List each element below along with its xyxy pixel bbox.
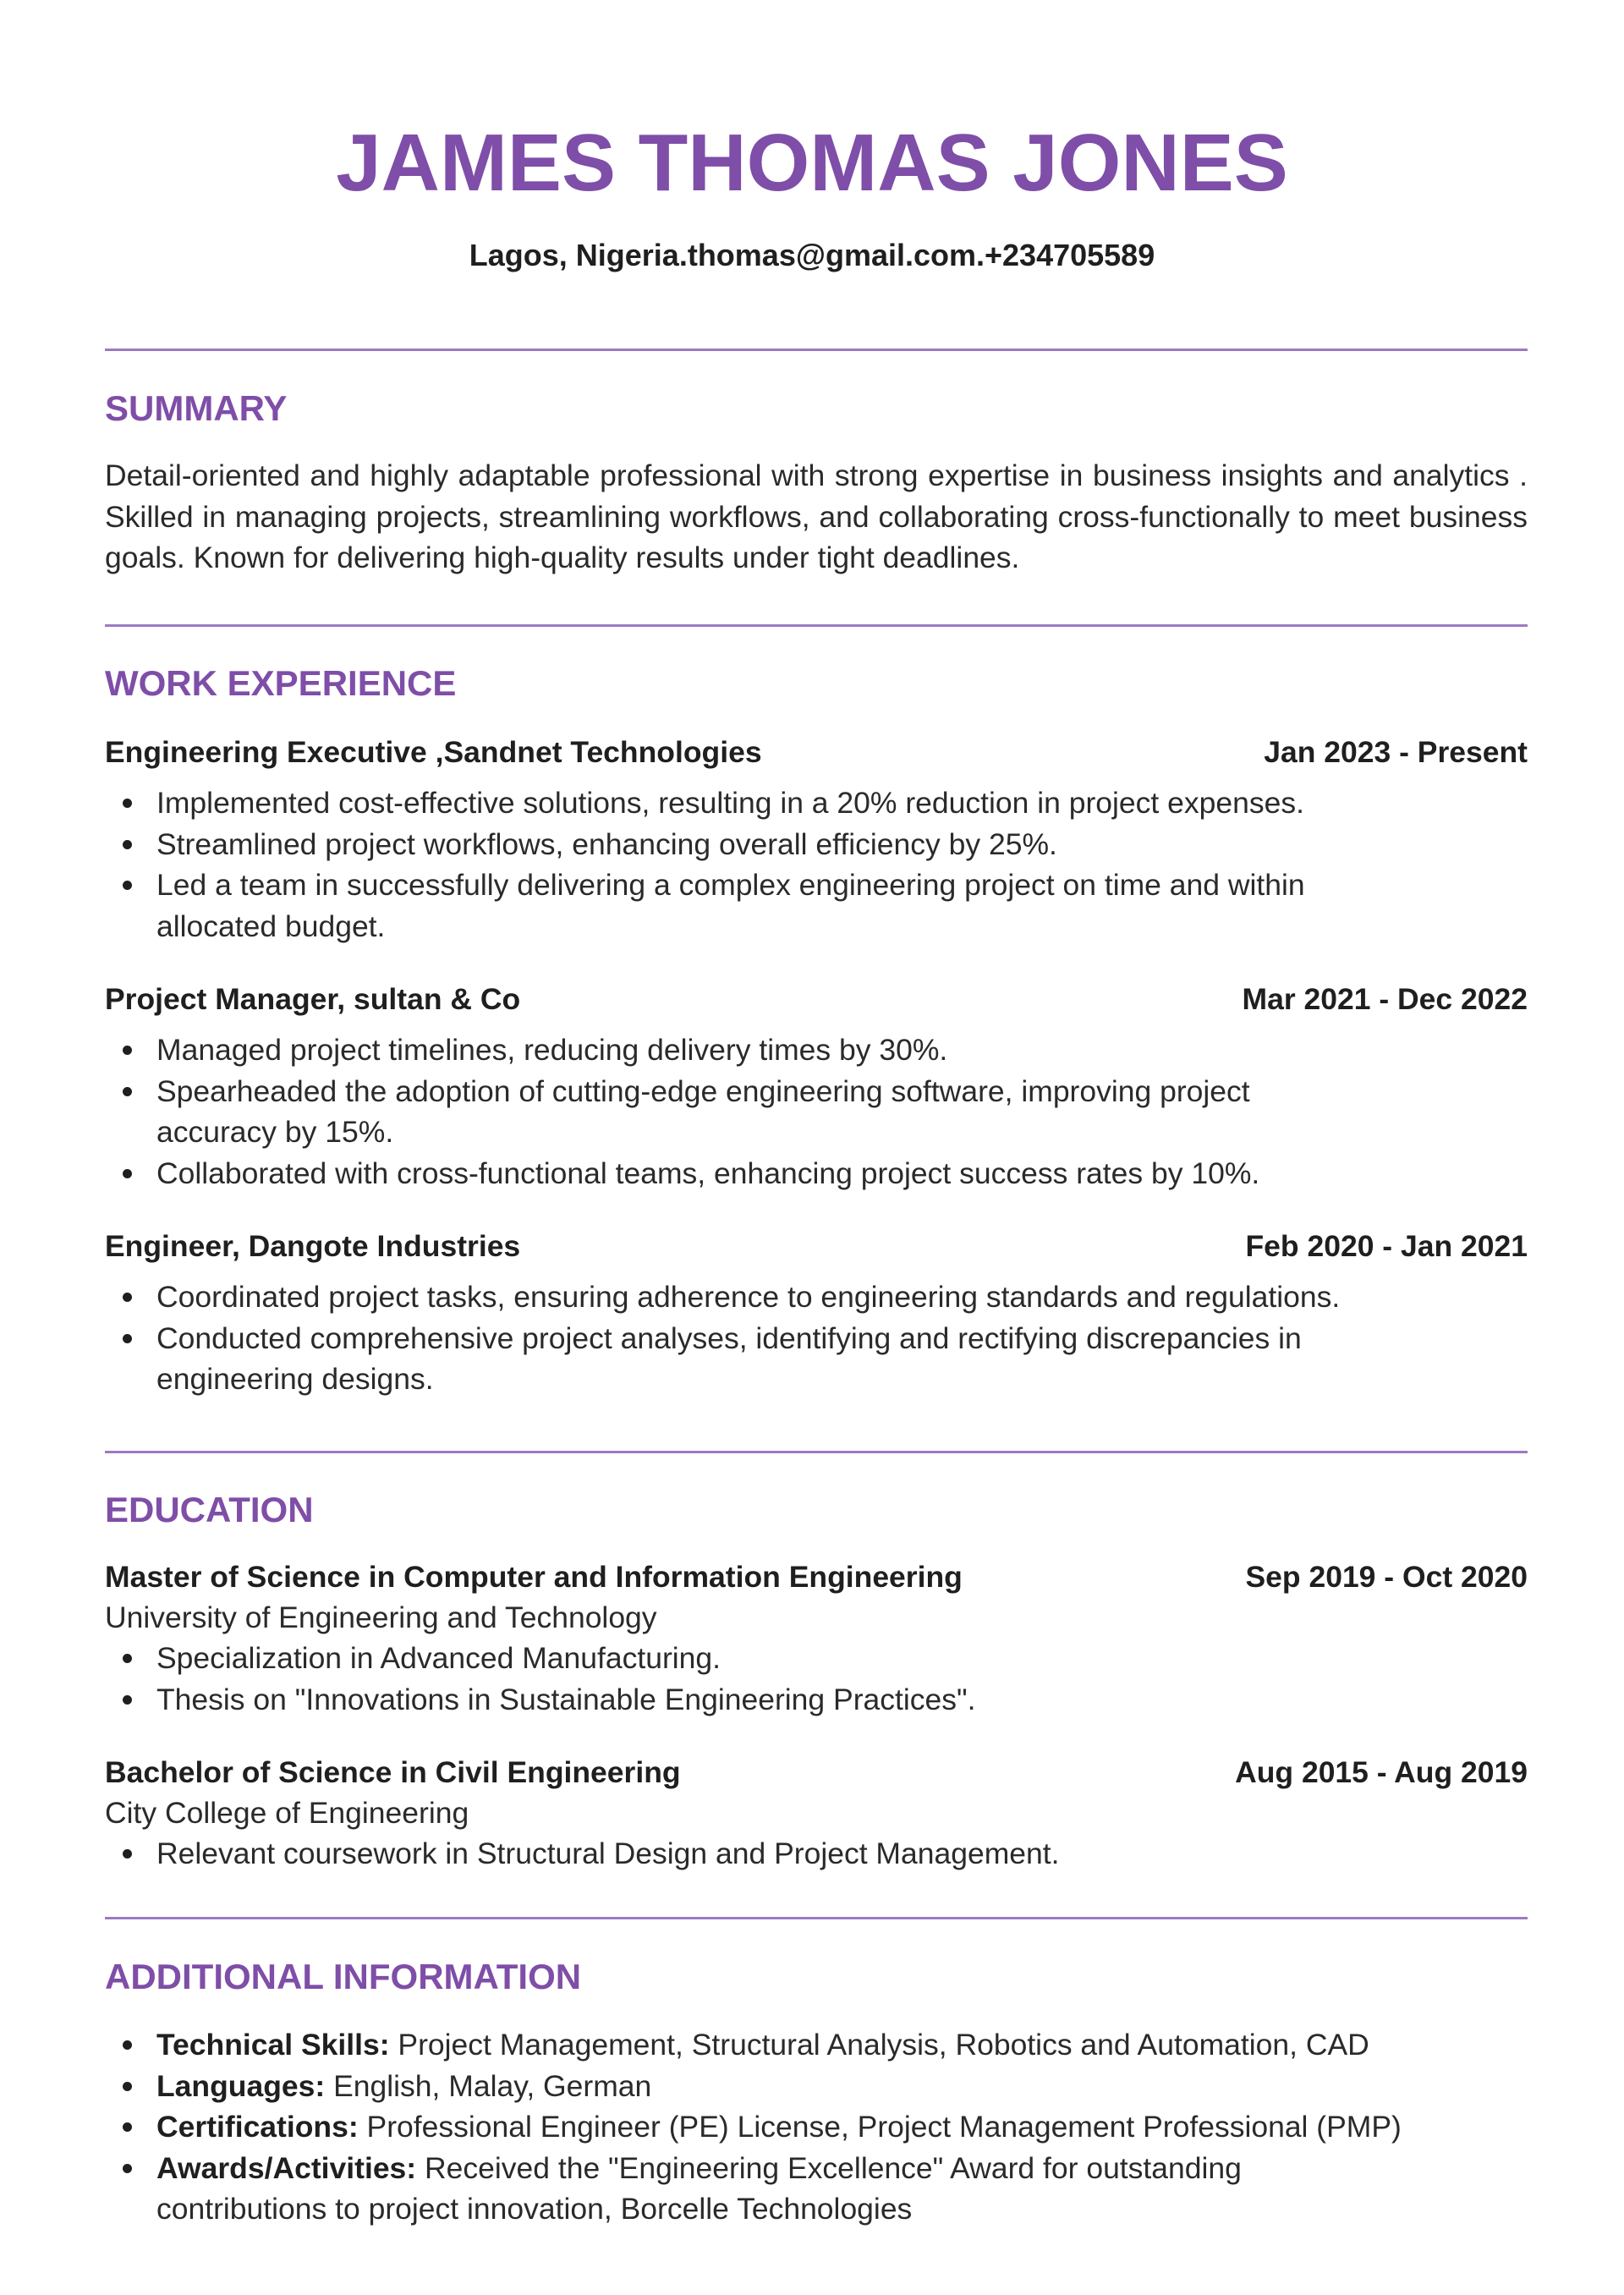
contact-line: Lagos, Nigeria.thomas@gmail.com.+234705589	[469, 238, 1155, 272]
bullet-item: Collaborated with cross-functional teams, enhancing project success rates by 10%.	[105, 1153, 1528, 1194]
job-header	[105, 732, 1528, 772]
degree-title: Master of Science in Computer and Information Engineering	[105, 1560, 963, 1594]
divider	[105, 1451, 1528, 1453]
item-text: Professional Engineer (PE) License, Project Management Professional (PMP)	[358, 2110, 1402, 2144]
additional-information-list	[105, 2024, 1528, 2230]
item-text: Project Management, Structural Analysis, Robotics and Automation, CAD	[389, 2028, 1369, 2062]
education-entry	[105, 1557, 1528, 1720]
bullet-item: Conducted comprehensive project analyses, identifying and rectifying discrepancies in engineering designs.	[105, 1318, 1528, 1400]
bullet-item: Implemented cost-effective solutions, resulting in a 20% reduction in project expenses.	[105, 782, 1528, 824]
divider	[105, 1917, 1528, 1919]
bullet-item: Relevant coursework in Structural Design and Project Management.	[105, 1833, 1528, 1875]
item-label: Certifications:	[156, 2110, 359, 2144]
education-entry	[105, 1752, 1528, 1875]
degree-title: Bachelor of Science in Civil Engineering	[105, 1755, 681, 1789]
school-name: City College of Engineering	[105, 1796, 469, 1830]
bullet-item	[105, 2024, 1528, 2066]
education-heading: EDUCATION	[105, 1490, 314, 1529]
job-bullets	[105, 1277, 1528, 1400]
item-label: Languages:	[156, 2068, 326, 2103]
school-name: University of Engineering and Technology	[105, 1600, 657, 1634]
summary-text: Detail-oriented and highly adaptable professional with strong expertise in business insights and analytics . Skilled in managing projects, streamlining workflows, and collaborating cross-functionally to meet business goals. Known for delivering high-quality results under tight deadlines.	[105, 458, 1528, 574]
degree-dates: Sep 2019 - Oct 2020	[1245, 1560, 1528, 1594]
education-list	[105, 1557, 1528, 1875]
bullet-item: Coordinated project tasks, ensuring adherence to engineering standards and regulations.	[105, 1277, 1528, 1318]
bullet-item	[105, 2106, 1528, 2148]
item-text: Received the "Engineering Excellence" Award for outstanding contributions to project innovation, Borcelle Technologies	[156, 2150, 1242, 2226]
job-header	[105, 979, 1528, 1019]
bullet-item: Led a team in successfully delivering a complex engineering project on time and within allocated budget.	[105, 865, 1528, 947]
job-dates: Mar 2021 - Dec 2022	[1242, 982, 1528, 1016]
degree-dates: Aug 2015 - Aug 2019	[1235, 1755, 1528, 1789]
divider	[105, 624, 1528, 627]
job-title: Engineering Executive ,Sandnet Technologies	[105, 735, 762, 769]
job-title: Engineer, Dangote Industries	[105, 1229, 521, 1263]
divider	[105, 349, 1528, 351]
summary-heading: SUMMARY	[105, 388, 288, 428]
job-dates: Jan 2023 - Present	[1264, 735, 1528, 769]
degree-header	[105, 1557, 1528, 1597]
job-dates: Feb 2020 - Jan 2021	[1245, 1229, 1528, 1263]
bullet-item: Managed project timelines, reducing delivery times by 30%.	[105, 1029, 1528, 1071]
job-entry	[105, 979, 1528, 1194]
bullet-item	[105, 2066, 1528, 2107]
additional-information-heading: ADDITIONAL INFORMATION	[105, 1957, 582, 1996]
bullet-item: Thesis on "Innovations in Sustainable Engineering Practices".	[105, 1679, 1528, 1721]
job-bullets	[105, 1029, 1528, 1194]
job-entry	[105, 732, 1528, 947]
job-header	[105, 1226, 1528, 1266]
bullet-item	[105, 2148, 1528, 2230]
degree-header	[105, 1752, 1528, 1793]
bullet-item: Specialization in Advanced Manufacturing.	[105, 1638, 1528, 1679]
job-title: Project Manager, sultan & Co	[105, 982, 521, 1016]
job-entry	[105, 1226, 1528, 1400]
bullet-item: Streamlined project workflows, enhancing overall efficiency by 25%.	[105, 824, 1528, 865]
item-label: Awards/Activities:	[156, 2150, 417, 2185]
work-experience-list	[105, 732, 1528, 1400]
item-text: English, Malay, German	[325, 2068, 652, 2103]
job-bullets	[105, 782, 1528, 947]
item-label: Technical Skills:	[156, 2028, 390, 2062]
degree-bullets	[105, 1638, 1528, 1720]
work-experience-heading: WORK EXPERIENCE	[105, 663, 457, 703]
bullet-item: Spearheaded the adoption of cutting-edge engineering software, improving project accuracy by 15%.	[105, 1071, 1528, 1153]
candidate-name: JAMES THOMAS JONES	[336, 118, 1288, 208]
degree-bullets	[105, 1833, 1528, 1875]
